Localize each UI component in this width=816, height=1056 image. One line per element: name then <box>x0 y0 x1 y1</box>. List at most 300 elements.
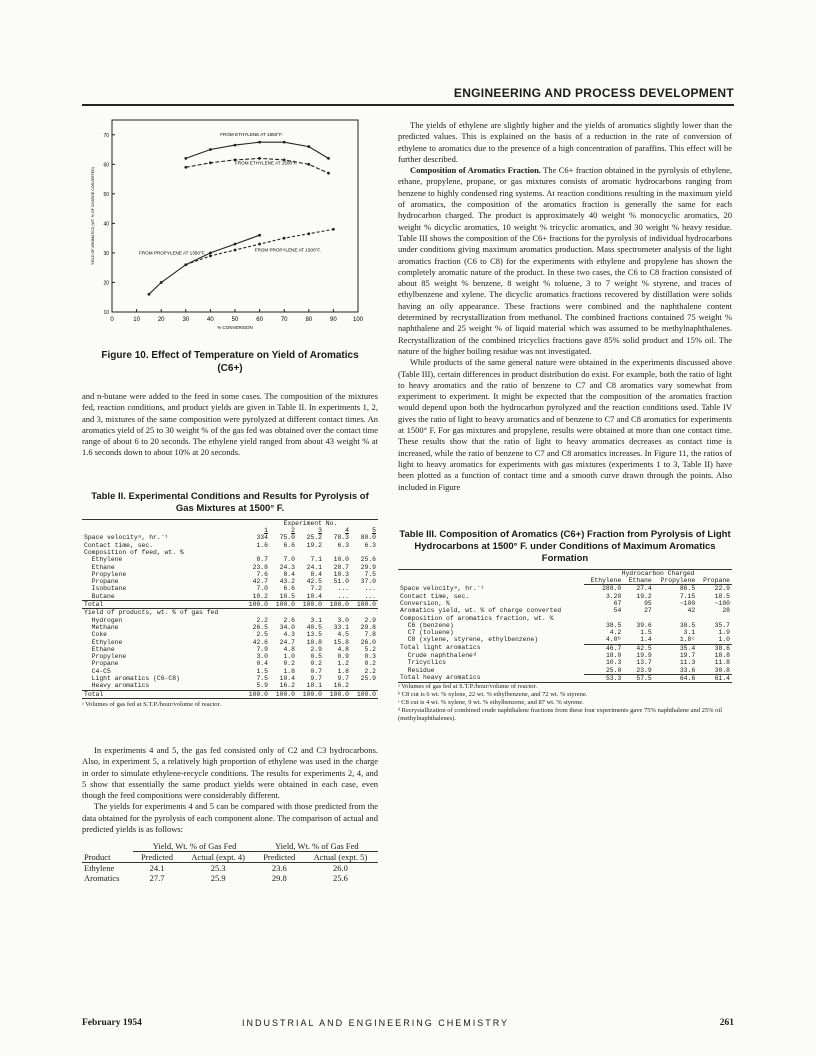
table2-cell: 1.6 <box>256 541 268 549</box>
data-point <box>283 141 286 144</box>
table-row <box>82 690 378 698</box>
table2-cell: 42.7 <box>252 578 268 586</box>
table3-cell: 18.8 <box>714 652 730 660</box>
table2-cell: 100.0 <box>270 690 297 698</box>
table2-cell: 5.9 <box>256 682 268 690</box>
table2-cell: 75.0 <box>279 534 295 542</box>
table3-cell: 3.1 <box>683 629 696 637</box>
table2-cell: 40.5 <box>306 623 322 631</box>
table3 <box>398 570 732 682</box>
table-row <box>82 556 378 563</box>
table2-cell: 8.7 <box>256 556 268 564</box>
table3-col-header: Propylene <box>654 577 697 585</box>
y-tick-label: 60 <box>103 162 109 169</box>
table3-cell: 61.4 <box>697 674 732 682</box>
right-paragraph-2: The C6+ fraction obtained in the pyrolysis of ethylene, ethane, propylene, propane, or gas mixtures consists of aromatic hydrocarbons ranging from benzene to highly condensed ring systems. At reaction conditions resulting in the maximum yield of aromatics, the composition of the aromatics fraction is generally the same for each hydrocarbon charged. The product is approximately 40 weight % monocyclic aromatics, 20 weight % dicyclic aromatics, 10 weight % tricyclic aromatics, and 30 weight % heavy residue. Table III shows the composition of the C6+ fractions for the pyrolysis of individual hydrocarbons under conditions giving maximum aromatics production. Mass spectrometer analysis of the light aromatics fraction (C6 to C8) for the experiments with ethylene and propylene has shown the completely aromatic nature of the product. In these two cases, the C6 to C8 fraction consisted of about 85 weight % benzene, 8 weight % toluene, 3 to 7 weight % styrene, and traces of ethylbenzene and xylene. The dicyclic aromatics fractions recovered by distillation were solids having an oily appearance. These fractions were combined and the naphthalene content determined by recrystallization from methanol. The combined fractions contained 75 weight % naphthalene and 25 weight % of liquid material which was assumed to be methylnaphthalenes. Recrystallization of the combined tricyclics fractions gave 85% solid product and 15% oil. The nature of the higher boiling residue was not investigated. <box>398 165 732 356</box>
table2-cell: 4.5 <box>337 631 349 639</box>
comparison-cell: 27.7 <box>149 873 165 884</box>
table-row <box>82 534 378 541</box>
table2-row-label: Methane <box>84 623 119 631</box>
y-tick-label: 70 <box>103 132 109 139</box>
table3-row-label: Total heavy aromatics <box>400 674 481 682</box>
left-column <box>82 112 378 883</box>
table3-cell: 19.2 <box>636 592 652 600</box>
table2-cell: 2.2 <box>364 667 376 675</box>
table2-cell: 0.2 <box>283 660 295 668</box>
table3-row-label: Contact time, sec. <box>400 592 470 600</box>
data-point <box>209 254 212 257</box>
table2-cell <box>297 549 324 556</box>
x-tick-label: 40 <box>207 317 214 323</box>
comparison-cell: 25.3 <box>210 863 226 874</box>
table2-cell: 4.8 <box>337 645 349 653</box>
table2-row-label: Butane <box>84 592 115 600</box>
table2-cell <box>351 682 378 690</box>
data-point <box>184 157 187 160</box>
table2-cell: 25.9 <box>360 675 376 683</box>
table2-cell: 100.0 <box>351 690 378 698</box>
table2-cell: 7.5 <box>256 675 268 683</box>
table3-cell <box>654 615 697 622</box>
table3-cell: 3.20 <box>605 592 622 600</box>
table2-cell: 16.2 <box>333 682 349 690</box>
table-row <box>82 639 378 646</box>
comparison-col-header: Product <box>82 852 133 863</box>
table2-row-label: Heavy aromatics <box>84 682 150 690</box>
table2-cell <box>243 549 270 556</box>
table2-cell: 7.9 <box>256 645 268 653</box>
table3-cell <box>623 615 653 622</box>
table3-cell: 33.6 <box>679 666 696 674</box>
table3-cell: 46.7 <box>584 644 623 652</box>
table3-cell: 27.4 <box>636 585 652 593</box>
data-point <box>160 281 163 284</box>
table2-col-header: 3 <box>318 527 322 535</box>
header-rule <box>82 104 734 106</box>
table3-head-blank <box>398 577 584 585</box>
table3-cell: 54 <box>613 607 622 615</box>
table2-col-header: 1 <box>264 527 268 535</box>
table2-cell: ... <box>364 585 376 593</box>
comparison-col-header: Predicted <box>133 852 180 863</box>
table3-cell: ~100 <box>679 599 696 607</box>
table2-col-header: 2 <box>291 527 295 535</box>
table2-row-label: Hydrogen <box>84 616 123 624</box>
table2-cell: 26.0 <box>360 638 376 646</box>
data-point <box>307 145 310 148</box>
table3-cell: 22.9 <box>714 585 730 593</box>
table3-cell: 18.5 <box>714 592 730 600</box>
comparison-col-header: Predicted <box>256 852 303 863</box>
table2-row-label: Propylene <box>84 570 127 578</box>
table2-cell: 1.2 <box>337 660 349 668</box>
data-point <box>234 243 237 246</box>
x-tick-label: 50 <box>231 317 239 323</box>
table-row <box>82 624 378 631</box>
table2-cell: 0.5 <box>310 653 322 661</box>
table2-cell <box>324 549 351 556</box>
table2-row-label: Propylene <box>84 653 127 661</box>
table-row <box>398 615 732 622</box>
table-row <box>82 682 378 690</box>
table2-cell: 7.2 <box>310 585 322 593</box>
table2-cell: ... <box>364 592 376 600</box>
table3-footnote: ᵃ Volumes of gas fed at S.T.P./hour/volume of reactor. <box>398 683 537 691</box>
table2-group-header: Experiment No. <box>283 519 338 527</box>
table2-cell: 100.0 <box>324 601 351 609</box>
table2-cell: 2.9 <box>364 616 376 624</box>
table3-cell <box>584 615 623 622</box>
figure-caption <box>82 349 378 375</box>
table3-row-label: Composition of aromatics fraction, wt. % <box>400 614 554 622</box>
table3-cell: 35.4 <box>654 644 697 652</box>
table3-col-header: Ethane <box>623 577 653 585</box>
data-point <box>148 293 151 296</box>
x-tick-label: 70 <box>280 317 288 323</box>
series-label: FROM PROPYLENE AT 1500°F. <box>254 247 321 253</box>
table3-group-header: Hydrocarbon Charged <box>621 569 695 577</box>
x-axis-label: % CONVERSION <box>217 325 253 330</box>
table-row <box>398 644 732 652</box>
table2-cell: 0.4 <box>256 660 268 668</box>
table2-row-label: Propane <box>84 660 119 668</box>
table3-cell: 30.8 <box>714 666 730 674</box>
comparison-table <box>82 841 378 883</box>
table2-cell: 4.8 <box>283 645 295 653</box>
table2-cell: 2.5 <box>256 631 268 639</box>
table2-cell: 100.0 <box>351 601 378 609</box>
table3-footnote: ᶜ C8 cut is 4 wt. % xylene, 9 wt. % ethylbenzene, and 87 wt. % styrene. <box>398 699 584 707</box>
table-row <box>82 542 378 549</box>
table2-cell: 10.2 <box>252 592 268 600</box>
table2-cell: 9.7 <box>337 675 349 683</box>
table2-cell <box>297 609 324 617</box>
table3-row-label: Space velocityᵃ, hr.⁻¹ <box>400 584 485 592</box>
data-point <box>327 157 330 160</box>
table2-cell: 0.3 <box>364 653 376 661</box>
table2-cell: 26.5 <box>252 623 268 631</box>
table-row <box>82 585 378 592</box>
table2-cell: 6.6 <box>283 541 295 549</box>
table2-cell: 0.7 <box>310 667 322 675</box>
table2-row-label: Ethylene <box>84 556 123 564</box>
table-row <box>82 564 378 571</box>
table-row <box>82 863 378 874</box>
data-point <box>234 144 237 147</box>
table-row <box>398 585 732 593</box>
table3-row-label: Crude naphthaleneᵈ <box>400 652 477 660</box>
table2-cell: 42.5 <box>306 578 322 586</box>
data-point <box>283 237 286 240</box>
table3-footnote: ᵇ C8 cut is 6 wt. % xylene, 22 wt. % ethylbenzene, and 72 wt. % styrene. <box>398 691 588 699</box>
table2-cell: 78.3 <box>333 534 349 542</box>
table3-cell: 11.8 <box>714 659 730 667</box>
table2-cell: 334 <box>256 534 268 542</box>
series-line <box>186 142 329 158</box>
table2-cell: 1.5 <box>256 667 268 675</box>
table2-cell: 1.0 <box>283 653 295 661</box>
table2-cell: 51.0 <box>333 578 349 586</box>
table2-cell: 2.2 <box>256 616 268 624</box>
table2-cell: 100.0 <box>324 690 351 698</box>
data-point <box>258 234 261 237</box>
table-row <box>82 578 378 585</box>
series-label: FROM PROPYLENE AT 1350°F. <box>139 250 206 256</box>
table2-cell: 5.2 <box>364 645 376 653</box>
table3-col-header: Ethylene <box>584 577 623 585</box>
table2-col-header: 5 <box>372 527 376 535</box>
table3-caption: Table III. Composition of Aromatics (C6+) Fraction from Pyrolysis of Light Hydrocarbons at 1500° F. under Conditions of Maximum Aromatics Formation <box>399 528 731 564</box>
table2-cell: 24.3 <box>279 563 295 571</box>
data-point <box>327 172 330 175</box>
comparison-head-1: Yield, Wt. % of Gas Fed <box>133 841 255 852</box>
table2-cell: 100.0 <box>297 690 324 698</box>
table2-cell: 7.0 <box>256 585 268 593</box>
table3-row-label: C8 (xylene, styrene, ethylbenzene) <box>400 636 539 644</box>
table3-cell: 57.5 <box>623 674 653 682</box>
comparison-cell: 25.9 <box>210 873 226 884</box>
table3-cell: 4.2 <box>609 629 622 637</box>
table2-row-label: Ethylene <box>84 638 123 646</box>
y-tick-label: 10 <box>103 310 109 316</box>
left-paragraph-2: In experiments 4 and 5, the gas fed consisted only of C2 and C3 hydrocarbons. Also, in experiment 5, a relatively high proportion of ethylene was used in the charge in order to simulate ethylene-recycle conditions. The results for experiments 2, 4, and 5 show that essentially the same product yields were obtained in each case, even though the feed compositions were considerably different. <box>82 744 378 801</box>
x-tick-label: 10 <box>133 317 140 323</box>
table2-row-label: Propane <box>84 578 119 586</box>
data-point <box>258 243 261 246</box>
table2-row-label: Isobutane <box>84 585 127 593</box>
table2-cell: 34.0 <box>279 623 295 631</box>
right-paragraph-1: The yields of ethylene are slightly higher and the yields of aromatics slightly lower than the predicted values. This is explained on the basis of a reduction in the rate of conversion of ethylene to aromatics due to the presence of a high concentration of paraffins. This effect will be further described. <box>398 120 732 164</box>
table-row <box>398 607 732 614</box>
table3-cell: 1.5 <box>640 629 652 637</box>
table3-row-label: C7 (toluene) <box>400 629 454 637</box>
table2-cell: 6.3 <box>364 541 376 549</box>
data-point <box>332 228 335 231</box>
table3-cell: 1.9 <box>718 629 730 637</box>
table3-row-label: Tricyclics <box>400 659 447 667</box>
table3-cell: 1.0 <box>718 636 730 644</box>
table2-row-label: Composition of feed, wt. % <box>84 548 184 556</box>
left-paragraph-3: The yields for experiments 4 and 5 can be compared with those predicted from the data obtained for the pyrolysis of each component alone. The comparison of actual and predicted yields is as follows: <box>82 801 378 834</box>
footer-page-number: 261 <box>719 1018 734 1028</box>
table2-cell: 8.4 <box>283 570 295 578</box>
running-header: ENGINEERING AND PROCESS DEVELOPMENT <box>453 86 734 100</box>
table-row <box>82 873 378 883</box>
table3-cell: ~100 <box>714 599 730 607</box>
figure-caption-line1: Figure 10. Effect of Temperature on Yield of Aromatics <box>101 350 359 361</box>
table3-cell: 13.7 <box>636 659 652 667</box>
table3-cell: 67 <box>613 599 622 607</box>
comparison-cell: Ethylene <box>84 863 115 874</box>
data-point <box>258 141 261 144</box>
table2-cell <box>324 609 351 617</box>
table3-footnote: ᵈ Recrystallization of combined crude naphthalene fractions from these four experiments gave 75% naphthalene and 25% oil (methylnaphthalenes). <box>398 707 723 723</box>
table2-cell: 2.6 <box>283 616 295 624</box>
table-row <box>398 652 732 659</box>
table3-cell: 1.4 <box>640 636 652 644</box>
table-row <box>398 659 732 666</box>
table2-cell: 3.0 <box>256 653 268 661</box>
table2-cell: 23.8 <box>252 563 268 571</box>
table2-cell: 37.0 <box>360 578 376 586</box>
table3-cell: 19.9 <box>636 652 652 660</box>
table-row <box>82 660 378 667</box>
table2-col-header: 4 <box>345 527 349 535</box>
figure-10-chart <box>82 112 378 340</box>
table2-row-label: Ethane <box>84 645 115 653</box>
y-tick-label: 50 <box>103 191 109 198</box>
comparison-cell: 29.8 <box>271 873 287 884</box>
right-column <box>398 120 732 723</box>
table-row <box>398 600 732 607</box>
table2-cell: 10.0 <box>333 556 349 564</box>
x-tick-label: 100 <box>352 317 364 323</box>
right-paragraph-3: While products of the same general nature were obtained in the experiments discussed above (Table III), certain differences in product distribution do exist. For example, both the ratio of light to heavy aromatics and the ratio of benzene to C7 and C8 aromatics vary somewhat from experiment to experiment. It might be expected that the composition of the aromatics fraction would depend upon both the hydrocarbon pyrolyzed and the reaction conditions used. Table IV gives the ratio of light to heavy aromatics and of benzene to C7 and C8 aromatics for experiments at 1500° F. For gas mixtures and propylene, results were obtained at more than one contact time. These results show that the ratio of light to heavy aromatics decreases as contact time is increased, while the ratio of benzene to C7 and C8 aromatics increases. In Figure 11, the ratios of light to heavy aromatics for experiments with gas mixtures (experiments 1 to 3, Table II) have been plotted as a function of contact time and a smooth curve drawn through the points. Also included in Figure <box>398 357 732 492</box>
table2-cell: 28.7 <box>333 563 349 571</box>
table2-cell: 100.0 <box>297 601 324 609</box>
table3-cell <box>697 615 732 622</box>
section-heading: Composition of Aromatics Fraction. <box>410 165 541 176</box>
table-row <box>398 674 732 682</box>
table3-row-label: C6 (benzene) <box>400 621 454 629</box>
series-label: FROM ETHYLENE AT 1650°F. <box>220 132 283 138</box>
table3-cell: 19.7 <box>679 652 696 660</box>
table-row <box>82 653 378 660</box>
table2-row-label: Space velocityᵃ, hr.⁻¹ <box>84 534 169 542</box>
table3-cell: 42 <box>687 607 696 615</box>
table2-cell <box>270 609 297 617</box>
comparison-head-2: Yield, Wt. % of Gas Fed <box>256 841 378 852</box>
table3-cell: 53.3 <box>584 674 623 682</box>
data-point <box>307 232 310 235</box>
table2-cell: ... <box>337 592 349 600</box>
table-row <box>398 622 732 629</box>
y-axis-label: YIELD OF AROMATICS (WT. % OF CHARGE CONVERTED) <box>91 167 95 265</box>
data-point <box>184 166 187 169</box>
table-row <box>82 609 378 617</box>
table3-cell: 28 <box>722 607 730 615</box>
table-row <box>82 631 378 638</box>
table3-cell: 25.0 <box>605 666 622 674</box>
data-point <box>184 263 187 266</box>
table2-cell: 7.5 <box>364 570 376 578</box>
x-tick-label: 0 <box>110 317 114 323</box>
table2-cell: 10.8 <box>306 638 322 646</box>
comparison-cell: 25.6 <box>332 873 348 884</box>
table3-cell: 27 <box>644 607 652 615</box>
y-tick-label: 40 <box>103 221 109 228</box>
plot-frame <box>112 120 358 312</box>
y-tick-label: 20 <box>103 280 109 287</box>
table3-cell: 38.6 <box>697 644 732 652</box>
table2-cell: 3.1 <box>310 616 322 624</box>
table3-row-label: Conversion, % <box>400 599 450 607</box>
table2-cell: 4.3 <box>283 631 295 639</box>
x-tick-label: 60 <box>256 317 263 323</box>
table-row <box>82 617 378 624</box>
table3-row-label: Aromatics yield, wt. % of charge converted <box>400 607 562 615</box>
table2-cell: 42.6 <box>252 638 268 646</box>
table-row <box>82 668 378 675</box>
table2-cell: 10.4 <box>279 675 295 683</box>
table2-row-label: C4-C5 <box>84 667 111 675</box>
table2-cell: 0.2 <box>364 660 376 668</box>
table2-cell <box>270 549 297 556</box>
data-point <box>307 163 310 166</box>
table2-cell: 1.8 <box>283 667 295 675</box>
table-row <box>82 601 378 609</box>
footer-date: February 1954 <box>82 1018 142 1028</box>
table2-cell: 7.8 <box>364 631 376 639</box>
table2-cell: 2.9 <box>310 645 322 653</box>
table2-row-label: Ethane <box>84 563 115 571</box>
table2-cell: 10.3 <box>333 570 349 578</box>
table2-cell: 8.4 <box>310 570 322 578</box>
table3-row-label: Residue <box>400 666 435 674</box>
table2-cell: 7.1 <box>310 556 322 564</box>
table2-cell: 13.5 <box>306 631 322 639</box>
table3-cell: 7.15 <box>679 592 696 600</box>
table3-cell: 35.7 <box>714 621 730 629</box>
table2-cell: 3.0 <box>337 616 349 624</box>
table3-cell: 64.6 <box>654 674 697 682</box>
table2-cell <box>351 549 378 556</box>
series-label: FROM ETHYLENE AT 1500°F. <box>235 160 298 166</box>
table2-row-label: Coke <box>84 631 108 639</box>
table2-cell: 10.4 <box>306 592 322 600</box>
x-tick-label: 90 <box>330 317 337 323</box>
table2-cell <box>243 609 270 617</box>
table2-cell: 7.6 <box>256 570 268 578</box>
table3-row-label: Total light aromatics <box>400 644 481 652</box>
table3-cell: 42.5 <box>623 644 653 652</box>
table3-col-header: Propane <box>697 577 732 585</box>
comparison-cell: 26.0 <box>332 863 348 874</box>
table2-cell: 10.5 <box>279 592 295 600</box>
table2-cell: 0.9 <box>337 653 349 661</box>
table2-cell: 6.3 <box>337 541 349 549</box>
table2-cell: 7.0 <box>283 556 295 564</box>
table3-cell: 38.5 <box>605 621 622 629</box>
table-row <box>398 593 732 600</box>
table2-cell: 29.8 <box>360 623 376 631</box>
table3-cell: 23.9 <box>636 666 652 674</box>
table-row <box>398 636 732 644</box>
table2-cell: 15.8 <box>333 638 349 646</box>
table3-cell: 11.3 <box>679 659 696 667</box>
comparison-col-header: Actual (expt. 5) <box>303 852 378 863</box>
series-line <box>149 235 260 294</box>
table-row <box>82 675 378 682</box>
y-tick-label: 30 <box>103 250 109 257</box>
table2-cell: 0.2 <box>310 660 322 668</box>
table2-cell <box>351 609 378 617</box>
table2-cell: 100.0 <box>243 601 270 609</box>
table3-cell: 288.0 <box>602 585 622 593</box>
comparison-col-header: Actual (expt. 4) <box>181 852 256 863</box>
table2-footnote: ᵃ Volumes of gas fed at S.T.P./hour/volume of reactor. <box>82 700 221 708</box>
x-tick-label: 80 <box>305 317 313 323</box>
table2-cell: 80.0 <box>360 534 376 542</box>
table2-cell: 100.0 <box>243 690 270 698</box>
footer-journal: INDUSTRIAL AND ENGINEERING CHEMISTRY <box>242 1018 510 1028</box>
data-point <box>209 161 212 164</box>
table2-row-label: Total <box>82 601 243 609</box>
left-paragraph-1: and n-butane were added to the feed in some cases. The composition of the mixtures fed, reaction conditions, and product yields are given in Table II. In experiments 1, 2, and 3, mixtures of the same composition were pyrolyzed at different contact times. An aromatics yield of 25 to 30 weight % of the gas fed was obtained over the contact time range of about 6 to 20 seconds. The ethylene yield ranged from about 43 weight % at 1.6 seconds down to about 10% at 20 seconds. <box>82 391 378 458</box>
table2-caption: Table II. Experimental Conditions and Results for Pyrolysis of Gas Mixtures at 1500° F. <box>91 490 369 514</box>
table2-head-blank <box>82 527 243 534</box>
table2-row-label: Total <box>82 690 243 698</box>
